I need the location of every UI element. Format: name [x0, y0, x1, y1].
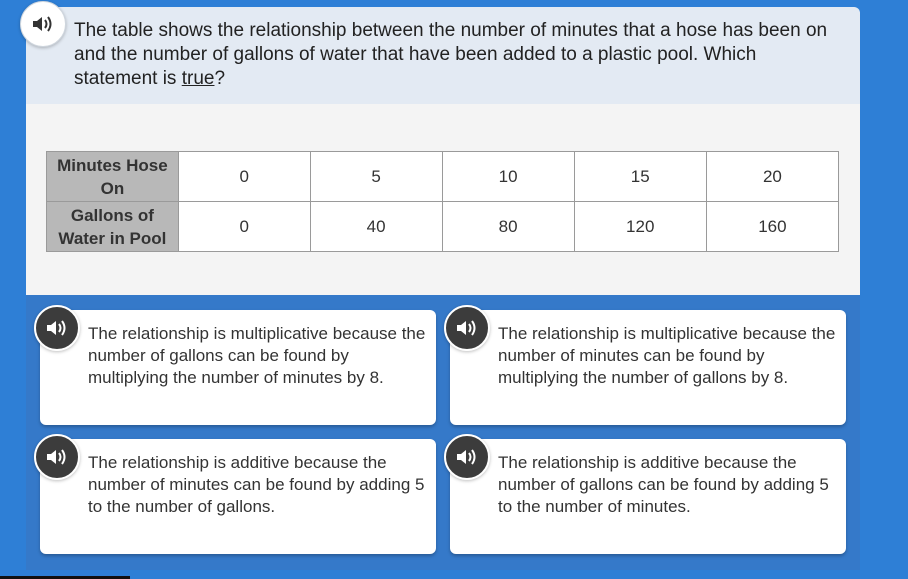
data-table	[46, 151, 839, 252]
table-cell: 15	[574, 152, 706, 202]
choice-text: The relationship is additive because the number of gallons can be found by adding 5 to the number of minutes.	[498, 453, 829, 516]
answer-choice-1[interactable]	[40, 310, 436, 425]
choice-1-audio-button[interactable]	[34, 305, 80, 351]
table-cell: 10	[442, 152, 574, 202]
table-cell: 20	[706, 152, 838, 202]
row-header-gallons: Gallons of Water in Pool	[47, 202, 179, 252]
question-text-main: The table shows the relationship between the number of minutes that a hose has been on and the number of gallons of water that have been added to a plastic pool. Which statement is	[74, 20, 828, 89]
speaker-icon	[455, 318, 479, 338]
table-row	[47, 202, 839, 252]
question-text-end: ?	[214, 68, 226, 89]
question-text	[74, 19, 844, 91]
speaker-icon	[31, 14, 55, 34]
question-emphasis: true	[181, 68, 215, 89]
speaker-icon	[45, 447, 69, 467]
table-row	[47, 152, 839, 202]
table-cell: 160	[706, 202, 838, 252]
row-header-minutes: Minutes Hose On	[47, 152, 179, 202]
table-cell: 5	[310, 152, 442, 202]
choice-text: The relationship is multiplicative because the number of minutes can be found by multiplying the number of gallons by 8.	[498, 324, 836, 387]
table-panel	[26, 104, 860, 295]
speaker-icon	[455, 447, 479, 467]
choice-text: The relationship is additive because the number of minutes can be found by adding 5 to the number of gallons.	[88, 453, 425, 516]
table-cell: 0	[178, 202, 310, 252]
choice-2-audio-button[interactable]	[444, 305, 490, 351]
answer-choice-4[interactable]	[450, 439, 846, 554]
choice-text: The relationship is multiplicative because the number of gallons can be found by multiplying the number of minutes by 8.	[88, 324, 426, 387]
table-cell: 80	[442, 202, 574, 252]
question-panel	[26, 7, 860, 104]
speaker-icon	[45, 318, 69, 338]
answer-choice-3[interactable]	[40, 439, 436, 554]
table-cell: 40	[310, 202, 442, 252]
choice-4-audio-button[interactable]	[444, 434, 490, 480]
table-cell: 0	[178, 152, 310, 202]
table-cell: 120	[574, 202, 706, 252]
answer-choice-2[interactable]	[450, 310, 846, 425]
choice-3-audio-button[interactable]	[34, 434, 80, 480]
question-audio-button[interactable]	[20, 1, 66, 47]
